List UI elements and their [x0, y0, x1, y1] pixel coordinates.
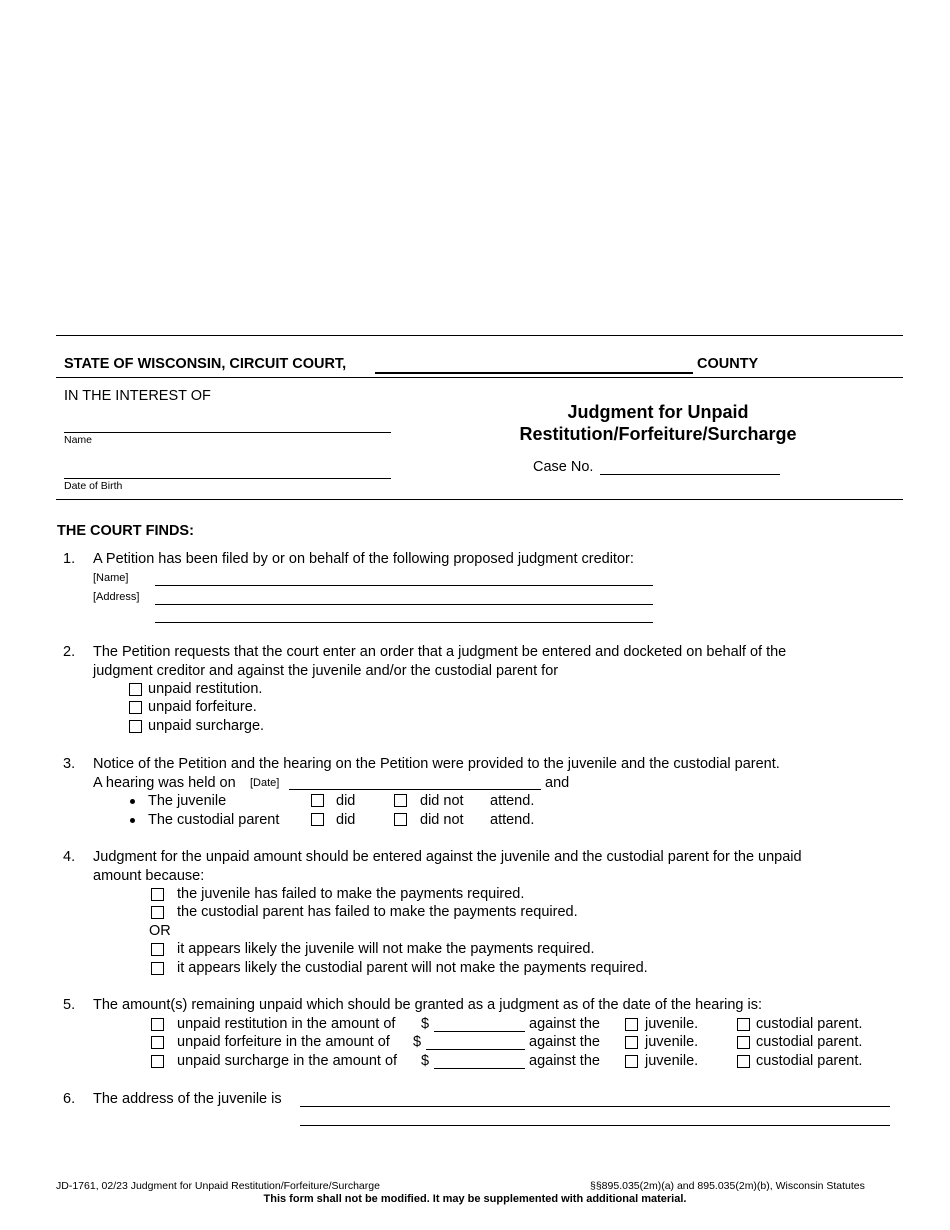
parent-failed-label: the custodial parent has failed to make the payments required.: [177, 904, 578, 920]
form-title-line1: Judgment for Unpaid: [567, 402, 749, 422]
unpaid-restitution-label: unpaid restitution.: [148, 681, 263, 697]
unpaid-restitution-checkbox[interactable]: [129, 683, 142, 696]
creditor-address-field-2[interactable]: [155, 622, 653, 623]
juvenile-address-field-2[interactable]: [300, 1125, 890, 1126]
item2-line2: judgment creditor and against the juvenile and/or the custodial parent for: [93, 663, 559, 679]
in-interest-label: IN THE INTEREST OF: [64, 388, 211, 404]
restitution-dollar: $: [421, 1016, 430, 1032]
juvenile-did-label: did: [336, 793, 356, 809]
item4-or: OR: [149, 923, 171, 939]
header-caption-rule: [56, 377, 903, 378]
creditor-address-label: [Address]: [93, 591, 140, 603]
forfeiture-dollar: $: [413, 1034, 422, 1050]
form-id: JD-1761, 02/23 Judgment for Unpaid Restitution/Forfeiture/Surcharge: [56, 1180, 380, 1192]
restitution-amount-label: unpaid restitution in the amount of: [177, 1016, 396, 1032]
item4-line2: amount because:: [93, 868, 205, 884]
forfeiture-amount-field[interactable]: [426, 1049, 525, 1050]
county-label: COUNTY: [697, 356, 759, 372]
creditor-address-field[interactable]: [155, 604, 653, 605]
forfeiture-against: against the: [529, 1034, 600, 1050]
restitution-juvenile-checkbox[interactable]: [625, 1018, 638, 1031]
bullet-icon: [130, 818, 135, 823]
surcharge-dollar: $: [421, 1053, 430, 1069]
juvenile-likely-label: it appears likely the juvenile will not make the payments required.: [177, 941, 595, 957]
item2-line1: The Petition requests that the court enter an order that a judgment be entered and docketed on behalf of the: [93, 644, 787, 660]
dob-field[interactable]: [64, 478, 391, 479]
header-top-rule: [56, 335, 903, 336]
item4-line1: Judgment for the unpaid amount should be entered against the juvenile and the custodial parent for the unpaid: [93, 849, 802, 865]
findings-heading: THE COURT FINDS:: [57, 523, 194, 539]
parent-attend-label: The custodial parent: [148, 812, 280, 828]
juvenile-likely-checkbox[interactable]: [151, 943, 164, 956]
restitution-against: against the: [529, 1016, 600, 1032]
surcharge-juvenile-label: juvenile.: [645, 1053, 699, 1069]
hearing-date-label: [Date]: [250, 777, 280, 789]
case-no-label: Case No.: [533, 459, 594, 475]
item4-number: 4.: [63, 849, 76, 865]
creditor-name-label: [Name]: [93, 572, 129, 584]
form-title-line2: Restitution/Forfeiture/Surcharge: [519, 424, 797, 444]
restitution-juvenile-label: juvenile.: [645, 1016, 699, 1032]
juvenile-attend-text: attend.: [490, 793, 535, 809]
juvenile-did-not-label: did not: [420, 793, 464, 809]
forfeiture-parent-checkbox[interactable]: [737, 1036, 750, 1049]
restitution-amount-field[interactable]: [434, 1031, 525, 1032]
surcharge-amount-label: unpaid surcharge in the amount of: [177, 1053, 398, 1069]
parent-did-checkbox[interactable]: [311, 813, 324, 826]
surcharge-parent-label: custodial parent.: [756, 1053, 863, 1069]
name-label: Name: [64, 434, 93, 446]
restitution-parent-checkbox[interactable]: [737, 1018, 750, 1031]
juvenile-failed-checkbox[interactable]: [151, 888, 164, 901]
juvenile-attend-label: The juvenile: [148, 793, 227, 809]
unpaid-surcharge-label: unpaid surcharge.: [148, 718, 265, 734]
parent-likely-label: it appears likely the custodial parent will not make the payments required.: [177, 960, 648, 976]
statutes: §§895.035(2m)(a) and 895.035(2m)(b), Wisconsin Statutes: [590, 1180, 865, 1192]
juvenile-did-not-checkbox[interactable]: [394, 794, 407, 807]
parent-did-not-checkbox[interactable]: [394, 813, 407, 826]
surcharge-parent-checkbox[interactable]: [737, 1055, 750, 1068]
county-field[interactable]: [375, 372, 693, 374]
surcharge-amount-checkbox[interactable]: [151, 1055, 164, 1068]
parent-likely-checkbox[interactable]: [151, 962, 164, 975]
item3-line1: Notice of the Petition and the hearing on the Petition were provided to the juvenile and the custodial parent.: [93, 756, 780, 772]
surcharge-amount-field[interactable]: [434, 1068, 525, 1069]
unpaid-forfeiture-checkbox[interactable]: [129, 701, 142, 714]
forfeiture-amount-checkbox[interactable]: [151, 1036, 164, 1049]
case-no-field[interactable]: [600, 474, 780, 475]
court-label: STATE OF WISCONSIN, CIRCUIT COURT,: [64, 356, 347, 372]
parent-failed-checkbox[interactable]: [151, 906, 164, 919]
hearing-prefix: A hearing was held on: [93, 775, 236, 791]
forfeiture-juvenile-checkbox[interactable]: [625, 1036, 638, 1049]
restitution-amount-checkbox[interactable]: [151, 1018, 164, 1031]
forfeiture-amount-label: unpaid forfeiture in the amount of: [177, 1034, 390, 1050]
item5-number: 5.: [63, 997, 76, 1013]
restitution-parent-label: custodial parent.: [756, 1016, 863, 1032]
unpaid-surcharge-checkbox[interactable]: [129, 720, 142, 733]
bullet-icon: [130, 799, 135, 804]
item1-text: A Petition has been filed by or on behalf of the following proposed judgment creditor:: [93, 551, 634, 567]
hearing-and: and: [545, 775, 570, 791]
creditor-name-field[interactable]: [155, 585, 653, 586]
unpaid-forfeiture-label: unpaid forfeiture.: [148, 699, 257, 715]
surcharge-against: against the: [529, 1053, 600, 1069]
dob-label: Date of Birth: [64, 480, 123, 492]
juvenile-failed-label: the juvenile has failed to make the payments required.: [177, 886, 525, 902]
item6-number: 6.: [63, 1091, 76, 1107]
name-field[interactable]: [64, 432, 391, 433]
forfeiture-parent-label: custodial parent.: [756, 1034, 863, 1050]
juvenile-address-field[interactable]: [300, 1106, 890, 1107]
parent-did-label: did: [336, 812, 356, 828]
parent-attend-text: attend.: [490, 812, 535, 828]
header-bottom-rule: [56, 499, 903, 500]
item1-number: 1.: [63, 551, 76, 567]
surcharge-juvenile-checkbox[interactable]: [625, 1055, 638, 1068]
form-notice: This form shall not be modified. It may be supplemented with additional material.: [263, 1193, 687, 1205]
item3-number: 3.: [63, 756, 76, 772]
hearing-date-field[interactable]: [289, 789, 541, 790]
forfeiture-juvenile-label: juvenile.: [645, 1034, 699, 1050]
item5-line1: The amount(s) remaining unpaid which should be granted as a judgment as of the date of the hearing is:: [93, 997, 763, 1013]
item2-number: 2.: [63, 644, 76, 660]
juvenile-did-checkbox[interactable]: [311, 794, 324, 807]
item6-text: The address of the juvenile is: [93, 1091, 282, 1107]
parent-did-not-label: did not: [420, 812, 464, 828]
